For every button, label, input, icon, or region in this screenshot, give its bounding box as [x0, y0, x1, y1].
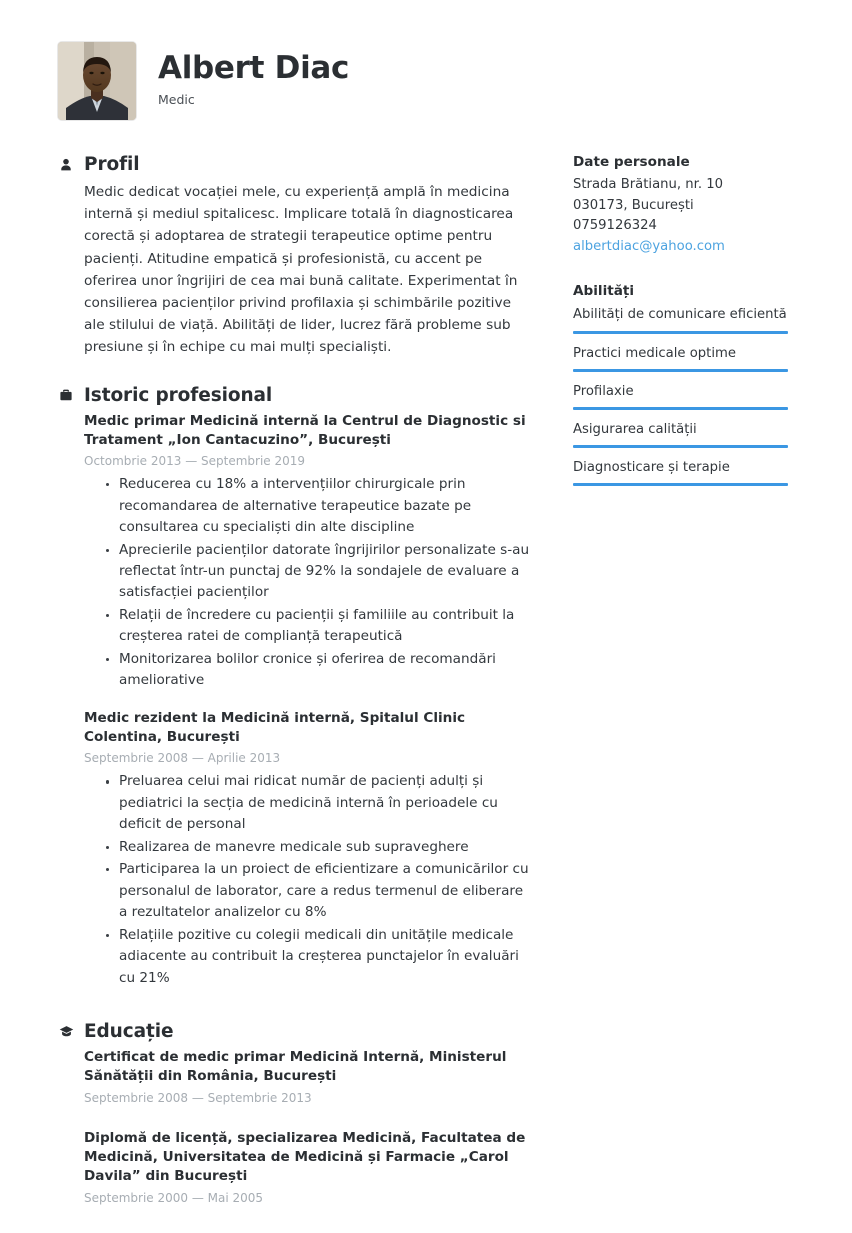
work-entry-bullets — [84, 771, 533, 989]
education-entry-date: Septembrie 2000 — Mai 2005 — [84, 1190, 264, 1205]
resume-body — [58, 154, 794, 1233]
work-entry-date: Octombrie 2013 — Septembrie 2019 — [84, 454, 306, 469]
section-body-work-history — [58, 412, 533, 990]
list-item: Preluarea celui mai ridicat număr de pacienți adulți și pediatrici la secția de medicină internă în perioadele cu deficit de personal — [106, 771, 533, 835]
section-body-profile — [58, 181, 533, 359]
skill-level-bar — [573, 445, 788, 448]
work-entry-date: Septembrie 2008 — Aprilie 2013 — [84, 751, 281, 766]
skill-level-bar — [573, 407, 788, 410]
list-item: Relații de încredere cu pacienții și familiile au contribuit la creșterea ratei de complianță terapeutică — [106, 605, 533, 648]
email-link[interactable]: albertdiac@yahoo.com — [573, 238, 725, 254]
briefcase-icon — [58, 387, 74, 403]
profile-summary: Medic dedicat vocației mele, cu experiență amplă în medicina internă și mediul spitalicesc. Implicare totală în diagnosticarea corectă și adoptarea de strategii terapeutice optime pentru pacienți. Atitudine empatică și profesionistă, cu accent pe oferirea unor îngrijiri de cea mai bună calitate. Experimentat în consilierea pacienților privind profilaxia și schimbările pozitive ale stilului de viață. Abilități de lider, lucrez fără probleme sub presiune și în echipe cu mai mulți specialiști. — [84, 184, 518, 356]
list-item: Realizarea de manevre medicale sub supraveghere — [106, 837, 533, 858]
personal-details-block — [573, 154, 788, 257]
main-column — [58, 154, 555, 1233]
skill-item — [573, 457, 788, 486]
header-text — [158, 42, 349, 107]
page-title: Albert Diac — [158, 50, 350, 86]
section-title-profile: Profil — [84, 154, 140, 175]
skill-level-bar — [573, 483, 788, 486]
job-title: Medic — [158, 91, 195, 107]
graduation-cap-icon — [58, 1024, 74, 1040]
work-entry-title: Medic rezident la Medicină internă, Spitalul Clinic Colentina, București — [84, 709, 466, 746]
skills-block — [573, 283, 788, 486]
sidebar-column — [573, 154, 788, 508]
education-entry-title: Diplomă de licență, specializarea Medicină, Facultatea de Medicină, Universitatea de Medicină și Farmacie „Carol Davila” din București — [84, 1129, 526, 1185]
skill-item — [573, 381, 788, 410]
skill-name: Abilități de comunicare eficientă — [573, 307, 787, 323]
section-header-work-history — [58, 385, 533, 406]
education-entry-date: Septembrie 2008 — Septembrie 2013 — [84, 1090, 312, 1105]
list-item: Relațiile pozitive cu colegii medicali din unitățile medicale adiacente au contribuit la creșterea punctajelor în evaluări cu 21% — [106, 925, 533, 989]
work-entry — [84, 709, 533, 989]
skill-item — [573, 343, 788, 372]
skill-level-bar — [573, 369, 788, 372]
phone-number: 0759126324 — [573, 218, 657, 234]
section-title-work-history: Istoric profesional — [84, 384, 273, 406]
profile-photo-icon — [58, 42, 136, 120]
skill-name: Diagnosticare și terapie — [573, 459, 730, 475]
list-item: Participarea la un proiect de eficientizare a comunicărilor cu personalul de laborator, care a redus termenul de eliberare a rezultatelor analizelor cu 8% — [106, 859, 533, 923]
section-header-profile — [58, 154, 533, 175]
section-header-education — [58, 1021, 533, 1042]
skills-title: Abilități — [573, 283, 635, 300]
skill-name: Practici medicale optime — [573, 345, 736, 361]
address-line-1: Strada Brătianu, nr. 10 — [573, 177, 723, 192]
person-icon — [58, 157, 74, 173]
skill-level-bar — [573, 331, 788, 334]
work-entry-bullets — [84, 474, 533, 692]
section-profile — [58, 154, 533, 359]
education-entry — [84, 1048, 533, 1107]
education-entry-title: Certificat de medic primar Medicină Internă, Ministerul Sănătății din România, București — [84, 1049, 507, 1085]
avatar — [58, 42, 136, 120]
personal-details-title: Date personale — [573, 154, 690, 170]
education-entry — [84, 1129, 533, 1207]
resume-header — [58, 42, 794, 120]
section-title-education: Educație — [84, 1021, 174, 1043]
skill-item — [573, 419, 788, 448]
section-education — [58, 1021, 533, 1206]
work-entry — [84, 412, 533, 692]
work-entry-title: Medic primar Medicină internă la Centrul de Diagnostic si Tratament „Ion Cantacuzino”, București — [84, 412, 526, 448]
list-item: Reducerea cu 18% a intervențiilor chirurgicale prin recomandarea de alternative terapeutice bazate pe consultarea cu specialiști din alte discipline — [106, 474, 533, 538]
list-item: Aprecierile pacienților datorate îngrijirilor personalizate s-au reflectat într-un punctaj de 92% la sondajele de evaluare a satisfacției pacienților — [106, 540, 533, 604]
section-work-history — [58, 385, 533, 990]
skill-name: Asigurarea calității — [573, 421, 697, 437]
skill-name: Profilaxie — [573, 383, 634, 399]
list-item: Monitorizarea bolilor cronice și oferirea de recomandări ameliorative — [106, 649, 533, 692]
address-line-2: 030173, București — [573, 197, 694, 213]
skill-item — [573, 304, 788, 333]
section-body-education — [58, 1048, 533, 1206]
